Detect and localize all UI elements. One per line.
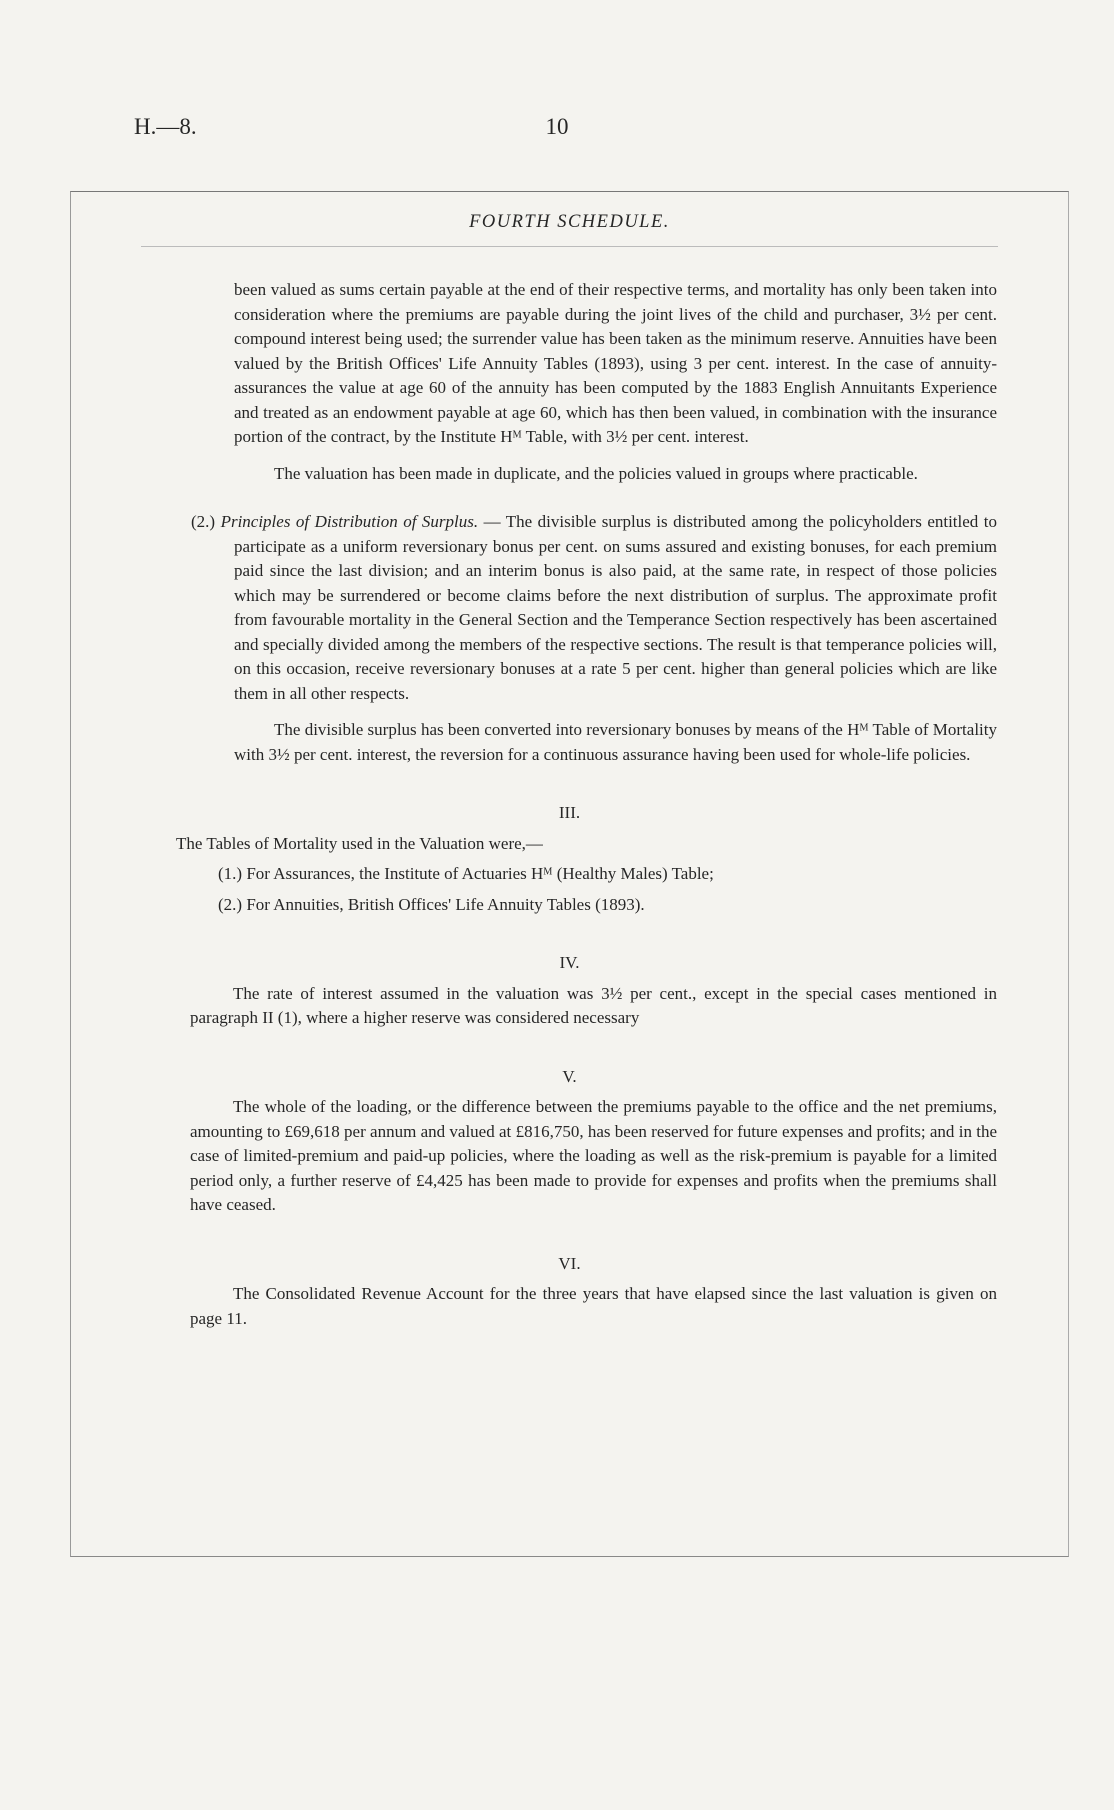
schedule-frame	[70, 191, 1069, 1557]
title-rule	[141, 246, 998, 247]
page-number: 10	[545, 114, 569, 139]
revenue-paragraph: The Consolidated Revenue Account for the three years that have elapsed since the last valuation is given on page 11.	[190, 1284, 997, 1328]
mortality-item-1: (1.) For Assurances, the Institute of Actuaries Hᴹ (Healthy Males) Table;	[218, 864, 714, 883]
page-reference: H.—8.	[134, 114, 197, 139]
principles-number: (2.)	[191, 512, 216, 531]
principles-heading: Principles of Distribution of Surplus.	[220, 512, 479, 531]
section-heading-iv: IV.	[559, 953, 580, 972]
mortality-intro: The Tables of Mortality used in the Valuation were,—	[176, 833, 543, 853]
principles-paragraph	[191, 510, 998, 706]
principles-text: — The divisible surplus is distributed among the policyholders entitled to participate as a uniform reversionary bonus per cent. on sums assured and existing bonuses, for each premium paid since the last division; and an interim bonus is also paid, at the same rate, in respect of those policies which may be surrendered or become claims before the next distribution of surplus. The approximate profit from favourable mortality in the General Section and the Temperance Section respectively has been ascertained and specially divided among the members of the respective sections. The result is that temperance policies will, on this occasion, receive reversionary bonuses at a rate 5 per cent. higher than general policies which are like them in all other respects.	[234, 512, 998, 703]
loading-paragraph: The whole of the loading, or the difference between the premiums payable to the office and the net premiums, amounting to £69,618 per annum and valued at £816,750, has been reserved for future expenses and profits; and in the case of limited-premium and paid-up policies, where the loading as well as the risk-premium is payable for a limited period only, a further reserve of £4,425 has been made to provide for expenses and profits when the premiums shall have ceased.	[190, 1097, 997, 1214]
section-heading-vi: VI.	[558, 1253, 581, 1273]
section-heading-v: V.	[562, 1066, 577, 1086]
valuation-paragraph: The valuation has been made in duplicate, and the policies valued in groups where practicable.	[274, 463, 918, 483]
schedule-title: FOURTH SCHEDULE.	[469, 212, 670, 232]
schedule-content	[71, 278, 1068, 1331]
continued-paragraph: been valued as sums certain payable at the end of their respective terms, and mortality has only been taken into consideration where the premiums are payable during the joint lives of the child and purchaser, 3½ per cent. compound interest being used; the surrender value has been taken as the minimum reserve. Annuities have been valued by the British Offices' Life Annuity Tables (1893), using 3 per cent. interest. In the case of annuity-assurances the value at age 60 of the annuity has been computed by the 1883 English Annuitants Experience and treated as an endowment payable at age 60, which has then been valued, in combination with the insurance portion of the contract, by the Institute Hᴹ Table, with 3½ per cent. interest.	[234, 280, 997, 446]
interest-paragraph: The rate of interest assumed in the valuation was 3½ per cent., except in the special cases mentioned in paragraph II (1), where a higher reserve was considered necessary	[190, 983, 997, 1027]
bonus-paragraph: The divisible surplus has been converted into reversionary bonuses by means of the Hᴹ Table of Mortality with 3½ per cent. interest, the reversion for a continuous assurance having been used for whole-life policies.	[234, 720, 997, 764]
mortality-item-2: (2.) For Annuities, British Offices' Life Annuity Tables (1893).	[218, 894, 645, 914]
page-header	[134, 114, 980, 144]
section-heading-iii: III.	[558, 803, 581, 822]
